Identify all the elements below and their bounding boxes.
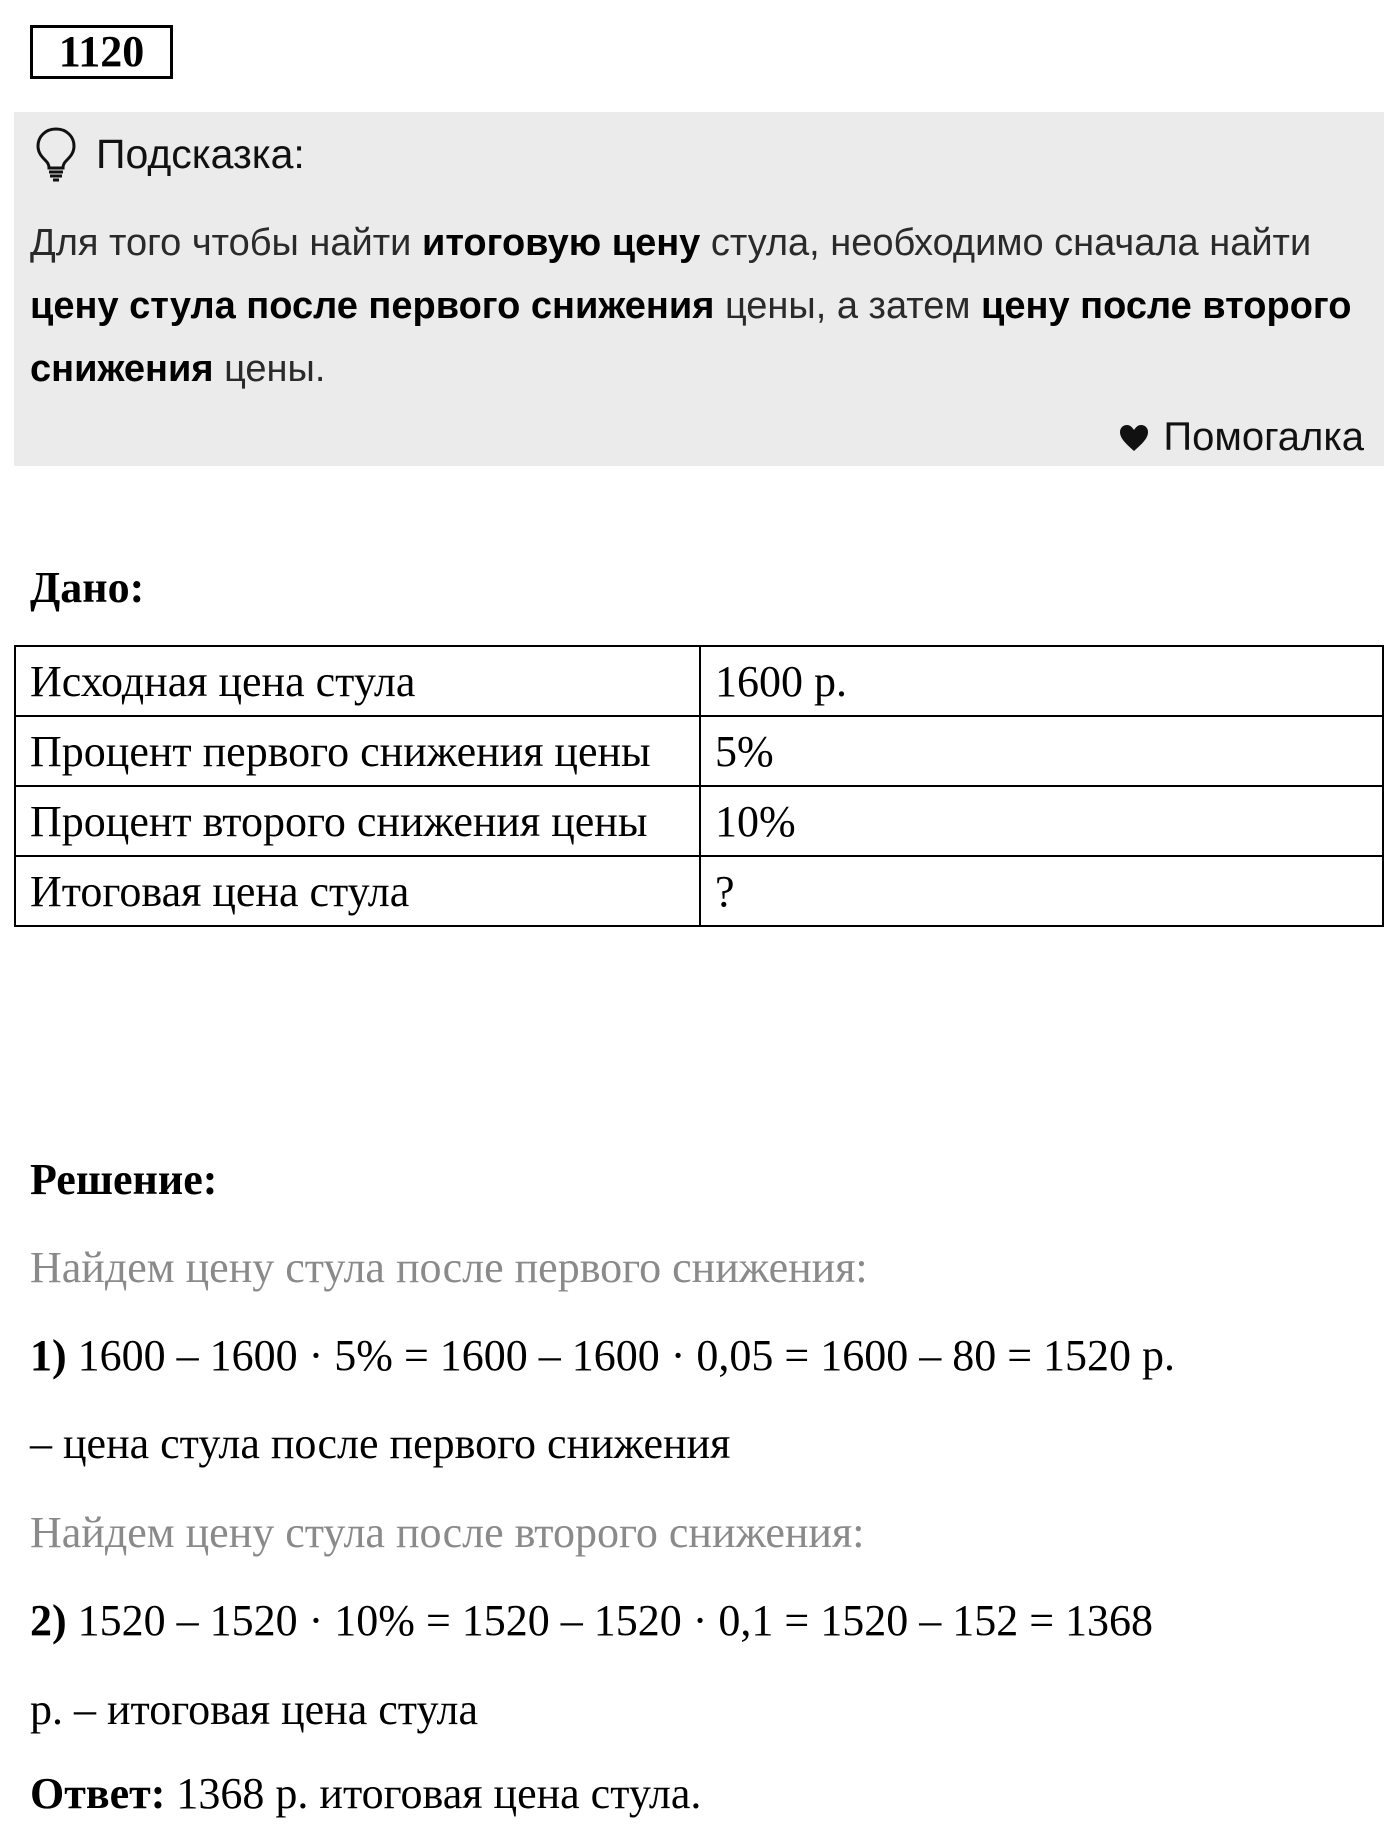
table-row bbox=[15, 716, 1383, 786]
hint-title: Подсказка: bbox=[96, 130, 305, 177]
hint-text-segment: цены, а затем bbox=[714, 285, 982, 327]
lightbulb-icon bbox=[34, 126, 78, 182]
step1-result: – цена стула после первого снижения bbox=[30, 1419, 731, 1468]
given-table bbox=[14, 645, 1384, 927]
hint-panel bbox=[14, 112, 1384, 466]
step2-number: 2) bbox=[30, 1596, 67, 1645]
table-row bbox=[15, 856, 1383, 926]
answer-line bbox=[30, 1768, 701, 1819]
hint-header bbox=[34, 124, 305, 184]
hint-text bbox=[30, 212, 1360, 401]
step1-intro: Найдем цену стула после первого снижения: bbox=[30, 1243, 868, 1292]
brand-name: Помогалка bbox=[1163, 415, 1364, 459]
step1-number: 1) bbox=[30, 1331, 67, 1380]
given-value: 10% bbox=[700, 786, 1383, 856]
given-label: Исходная цена стула bbox=[15, 646, 700, 716]
given-label: Процент первого снижения цены bbox=[15, 716, 700, 786]
hint-text-emphasis: итоговую цену bbox=[421, 222, 701, 264]
given-value: ? bbox=[700, 856, 1383, 926]
answer-text: 1368 р. итоговая цена стула. bbox=[165, 1769, 702, 1818]
step1-formula-line bbox=[30, 1330, 1175, 1381]
hint-text-segment: Для того чтобы найти bbox=[30, 222, 422, 264]
hint-text-emphasis: цену стула после первого снижения bbox=[30, 285, 715, 327]
table-row bbox=[15, 786, 1383, 856]
given-title: Дано: bbox=[30, 563, 145, 612]
step1-formula: 1600 – 1600 · 5% = 1600 – 1600 · 0,05 = 1600 – 80 = 1520 р. bbox=[66, 1331, 1176, 1380]
given-label: Итоговая цена стула bbox=[15, 856, 700, 926]
table-row bbox=[15, 646, 1383, 716]
answer-label: Ответ: bbox=[30, 1769, 166, 1818]
given-label: Процент второго снижения цены bbox=[15, 786, 700, 856]
hint-text-segment: цены. bbox=[213, 348, 326, 390]
task-number: 1120 bbox=[30, 25, 173, 79]
solution-title: Решение: bbox=[30, 1155, 218, 1204]
hint-text-emphasis: цену после второго снижения bbox=[30, 285, 1352, 390]
step2-result: р. – итоговая цена стула bbox=[30, 1685, 478, 1734]
hint-text-segment: стула, необходимо сначала найти bbox=[700, 222, 1312, 264]
step2-intro: Найдем цену стула после второго снижения: bbox=[30, 1508, 865, 1557]
step2-formula: 1520 – 1520 · 10% = 1520 – 1520 · 0,1 = 1520 – 152 = 1368 bbox=[66, 1596, 1154, 1645]
step2-formula-line bbox=[30, 1595, 1153, 1646]
given-value: 1600 р. bbox=[700, 646, 1383, 716]
heart-icon bbox=[1119, 424, 1149, 452]
given-value: 5% bbox=[700, 716, 1383, 786]
brand-label bbox=[1119, 415, 1364, 460]
